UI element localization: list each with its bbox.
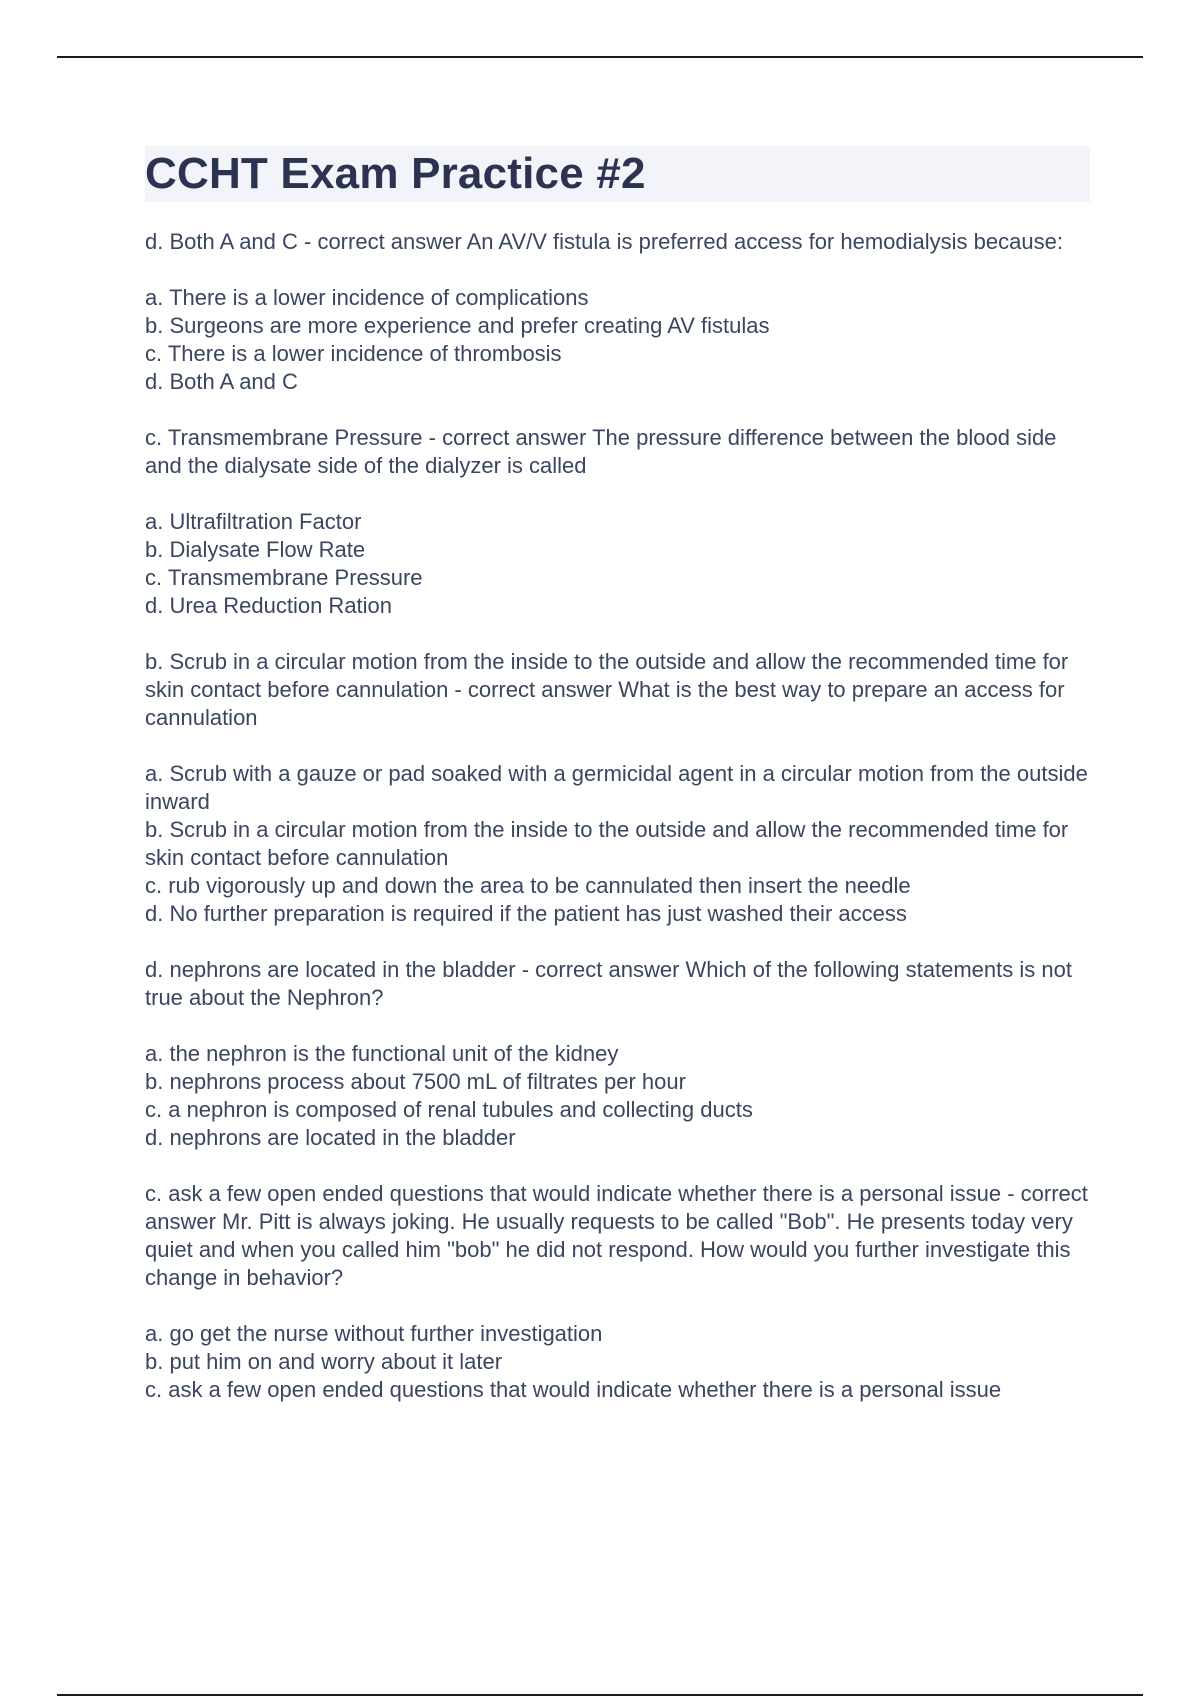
option-item: d. Both A and C	[145, 369, 298, 394]
option-item: d. nephrons are located in the bladder	[145, 1125, 516, 1150]
option-item: b. nephrons process about 7500 mL of filtrates per hour	[145, 1069, 686, 1094]
option-item: c. ask a few open ended questions that would indicate whether there is a personal issue	[145, 1377, 1002, 1402]
title-band	[145, 146, 1090, 202]
option-item: b. Scrub in a circular motion from the inside to the outside and allow the recommended time for skin contact before cannulation	[145, 817, 1069, 870]
question-text: d. nephrons are located in the bladder - correct answer Which of the following statements is not true about the Nephron?	[145, 957, 1072, 1010]
option-item: d. Urea Reduction Ration	[145, 593, 393, 618]
top-rule	[57, 56, 1143, 58]
option-item: a. Ultrafiltration Factor	[145, 509, 362, 534]
option-item: b. put him on and worry about it later	[145, 1349, 503, 1374]
option-list	[145, 284, 1090, 396]
option-item: c. rub vigorously up and down the area to be cannulated then insert the needle	[145, 873, 911, 898]
question-text: c. Transmembrane Pressure - correct answer The pressure difference between the blood side and the dialysate side of the dialyzer is called	[145, 425, 1057, 478]
option-item: a. There is a lower incidence of complications	[145, 285, 589, 310]
option-item: b. Surgeons are more experience and prefer creating AV fistulas	[145, 313, 770, 338]
option-list	[145, 1040, 1090, 1152]
bottom-rule	[57, 1694, 1143, 1696]
option-list	[145, 508, 1090, 620]
qa-block-1	[145, 228, 1090, 396]
question-text: b. Scrub in a circular motion from the inside to the outside and allow the recommended time for skin contact before cannulation - correct answer What is the best way to prepare an access for cannulation	[145, 649, 1069, 730]
option-item: c. There is a lower incidence of thrombosis	[145, 341, 562, 366]
option-item: d. No further preparation is required if the patient has just washed their access	[145, 901, 907, 926]
option-item: a. go get the nurse without further investigation	[145, 1321, 603, 1346]
option-item: a. Scrub with a gauze or pad soaked with a germicidal agent in a circular motion from the outside inward	[145, 761, 1088, 814]
option-item: c. a nephron is composed of renal tubules and collecting ducts	[145, 1097, 753, 1122]
option-item: c. Transmembrane Pressure	[145, 565, 423, 590]
qa-block-5	[145, 1180, 1090, 1404]
document-body	[145, 146, 1090, 1432]
option-list	[145, 760, 1090, 928]
page-title: CCHT Exam Practice #2	[145, 149, 646, 198]
option-item: a. the nephron is the functional unit of the kidney	[145, 1041, 619, 1066]
qa-block-2	[145, 424, 1090, 620]
question-text: c. ask a few open ended questions that would indicate whether there is a personal issue - correct answer Mr. Pitt is always joking. He usually requests to be called "Bob". He presents today very quiet and when you called him "bob" he did not respond. How would you further investigate this change in behavior?	[145, 1181, 1088, 1290]
option-list	[145, 1320, 1090, 1404]
question-text: d. Both A and C - correct answer An AV/V fistula is preferred access for hemodialysis because:	[145, 229, 1063, 254]
qa-block-4	[145, 956, 1090, 1152]
qa-block-3	[145, 648, 1090, 928]
option-item: b. Dialysate Flow Rate	[145, 537, 366, 562]
